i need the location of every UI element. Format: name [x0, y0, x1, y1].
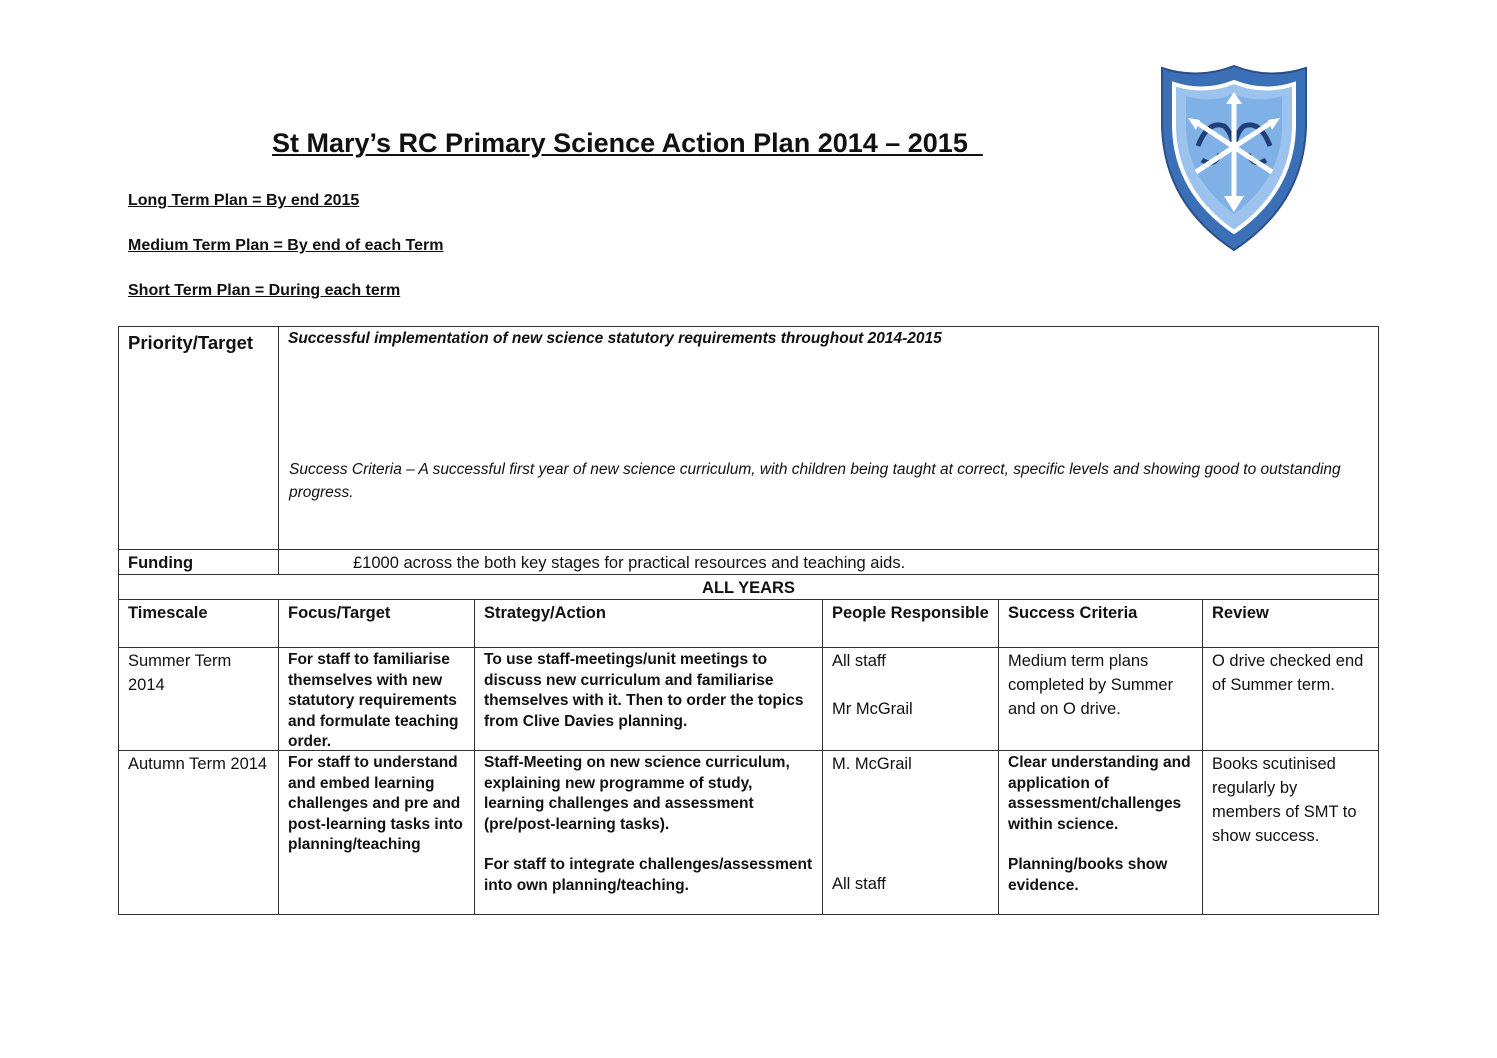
funding-label: Funding [118, 549, 279, 575]
review-cell: Books scutinised regularly by members of SMT to show success. [1202, 750, 1379, 915]
school-crest-shield-icon [1158, 64, 1310, 252]
column-header: Strategy/Action [474, 599, 823, 648]
timescale-cell: Autumn Term 2014 [118, 750, 279, 915]
review-cell: O drive checked end of Summer term. [1202, 647, 1379, 751]
people-entry: All staff [832, 652, 886, 670]
success-paragraph: Planning/books show evidence. [1008, 856, 1168, 894]
people-entry: M. McGrail [832, 755, 912, 773]
people-entry: All staff [832, 875, 886, 893]
column-header: People Responsible [822, 599, 999, 648]
column-header: Focus/Target [278, 599, 475, 648]
short-term-plan-label: Short Term Plan = During each term [128, 282, 401, 299]
strategy-cell: To use staff-meetings/unit meetings to discuss new curriculum and familiarise themselves with it. Then to order the topics from Clive Davies planning. [474, 647, 823, 751]
timescale-cell: Summer Term 2014 [118, 647, 279, 751]
people-cell [822, 750, 999, 915]
funding-text: £1000 across the both key stages for practical resources and teaching aids. [278, 549, 1379, 575]
strategy-paragraph: Staff-Meeting on new science curriculum, explaining new programme of study, learning challenges and assessment (pre/post-learning tasks). [484, 754, 790, 833]
section-label: ALL YEARS [118, 574, 1379, 600]
priority-text: Successful implementation of new science statutory requirements throughout 2014-2015 [288, 330, 942, 347]
priority-cell [278, 326, 1379, 550]
medium-term-plan-label: Medium Term Plan = By end of each Term [128, 237, 444, 254]
column-header: Success Criteria [998, 599, 1203, 648]
strategy-paragraph: For staff to integrate challenges/assessment into own planning/teaching. [484, 856, 813, 894]
success-paragraph: Clear understanding and application of assessment/challenges within science. [1008, 754, 1191, 833]
people-entry: Mr McGrail [832, 700, 913, 718]
strategy-cell [474, 750, 823, 915]
long-term-plan-label: Long Term Plan = By end 2015 [128, 192, 360, 209]
column-header: Timescale [118, 599, 279, 648]
priority-label: Priority/Target [118, 326, 279, 550]
people-cell [822, 647, 999, 751]
focus-cell: For staff to familiarise themselves with new statutory requirements and formulate teaching order. [278, 647, 475, 751]
success-cell [998, 750, 1203, 915]
column-header: Review [1202, 599, 1379, 648]
action-plan-table [118, 326, 1379, 915]
success-cell: Medium term plans completed by Summer and on O drive. [998, 647, 1203, 751]
page-title: St Mary’s RC Primary Science Action Plan 2014 – 2015 [272, 128, 983, 158]
focus-cell: For staff to understand and embed learning challenges and pre and post-learning tasks into planning/teaching [278, 750, 475, 915]
success-criteria-text: Success Criteria – A successful first year of new science curriculum, with children being taught at correct, specific levels and showing good to outstanding progress. [289, 461, 1341, 501]
